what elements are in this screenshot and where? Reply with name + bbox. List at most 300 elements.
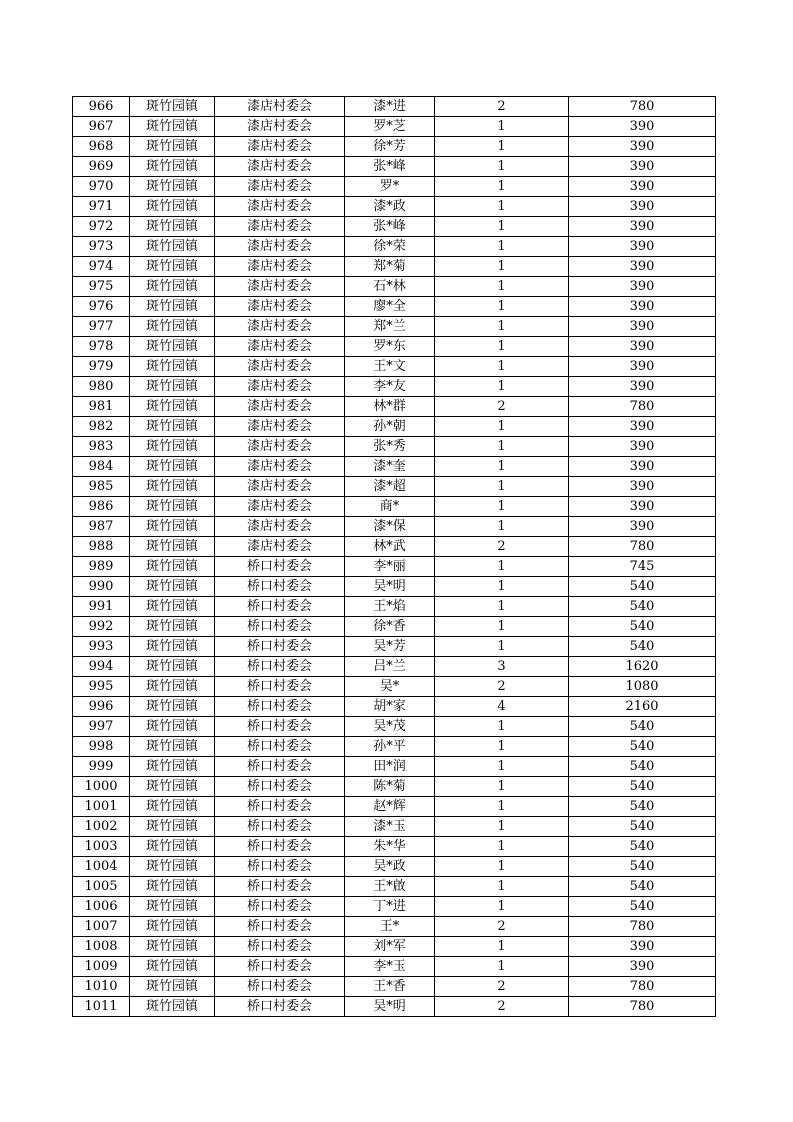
town-cell: 斑竹园镇 [130, 597, 215, 617]
village-committee-cell: 桥口村委会 [215, 977, 345, 997]
village-committee-cell: 漆店村委会 [215, 337, 345, 357]
town-cell: 斑竹园镇 [130, 717, 215, 737]
amount-cell: 780 [569, 977, 716, 997]
table-row [73, 797, 716, 817]
village-committee-cell: 桥口村委会 [215, 957, 345, 977]
amount-cell: 390 [569, 237, 716, 257]
amount-cell: 390 [569, 357, 716, 377]
town-cell: 斑竹园镇 [130, 897, 215, 917]
household-count-cell: 1 [435, 157, 569, 177]
row-number-cell: 982 [73, 417, 130, 437]
household-count-cell: 1 [435, 317, 569, 337]
row-number-cell: 972 [73, 217, 130, 237]
town-cell: 斑竹园镇 [130, 437, 215, 457]
village-committee-cell: 桥口村委会 [215, 557, 345, 577]
name-cell: 罗*东 [345, 337, 435, 357]
row-number-cell: 1002 [73, 817, 130, 837]
row-number-cell: 1001 [73, 797, 130, 817]
household-count-cell: 1 [435, 737, 569, 757]
table-row [73, 997, 716, 1017]
town-cell: 斑竹园镇 [130, 357, 215, 377]
village-committee-cell: 漆店村委会 [215, 157, 345, 177]
household-count-cell: 1 [435, 217, 569, 237]
village-committee-cell: 漆店村委会 [215, 377, 345, 397]
town-cell: 斑竹园镇 [130, 477, 215, 497]
town-cell: 斑竹园镇 [130, 797, 215, 817]
name-cell: 李*玉 [345, 957, 435, 977]
amount-cell: 540 [569, 737, 716, 757]
name-cell: 漆*奎 [345, 457, 435, 477]
town-cell: 斑竹园镇 [130, 257, 215, 277]
table-row [73, 257, 716, 277]
name-cell: 李*友 [345, 377, 435, 397]
table-row [73, 937, 716, 957]
table-row [73, 737, 716, 757]
table-row [73, 917, 716, 937]
name-cell: 漆*政 [345, 197, 435, 217]
town-cell: 斑竹园镇 [130, 537, 215, 557]
amount-cell: 780 [569, 97, 716, 117]
village-committee-cell: 漆店村委会 [215, 197, 345, 217]
table-row [73, 817, 716, 837]
household-count-cell: 1 [435, 837, 569, 857]
name-cell: 漆*保 [345, 517, 435, 537]
name-cell: 李*丽 [345, 557, 435, 577]
household-count-cell: 1 [435, 417, 569, 437]
row-number-cell: 985 [73, 477, 130, 497]
amount-cell: 2160 [569, 697, 716, 717]
amount-cell: 540 [569, 857, 716, 877]
row-number-cell: 993 [73, 637, 130, 657]
table-row [73, 657, 716, 677]
table-row [73, 377, 716, 397]
row-number-cell: 990 [73, 577, 130, 597]
table-row [73, 617, 716, 637]
household-count-cell: 1 [435, 817, 569, 837]
row-number-cell: 980 [73, 377, 130, 397]
amount-cell: 540 [569, 777, 716, 797]
town-cell: 斑竹园镇 [130, 837, 215, 857]
table-row [73, 577, 716, 597]
name-cell: 吴*政 [345, 857, 435, 877]
name-cell: 胡*家 [345, 697, 435, 717]
village-committee-cell: 漆店村委会 [215, 457, 345, 477]
village-committee-cell: 桥口村委会 [215, 857, 345, 877]
household-count-cell: 1 [435, 237, 569, 257]
town-cell: 斑竹园镇 [130, 657, 215, 677]
town-cell: 斑竹园镇 [130, 177, 215, 197]
table-row [73, 837, 716, 857]
amount-cell: 390 [569, 257, 716, 277]
town-cell: 斑竹园镇 [130, 377, 215, 397]
amount-cell: 390 [569, 177, 716, 197]
name-cell: 陈*菊 [345, 777, 435, 797]
village-committee-cell: 漆店村委会 [215, 237, 345, 257]
amount-cell: 540 [569, 797, 716, 817]
amount-cell: 780 [569, 917, 716, 937]
table-row [73, 897, 716, 917]
village-committee-cell: 桥口村委会 [215, 637, 345, 657]
household-count-cell: 2 [435, 397, 569, 417]
village-committee-cell: 漆店村委会 [215, 277, 345, 297]
row-number-cell: 978 [73, 337, 130, 357]
table-body [73, 97, 716, 1017]
name-cell: 商* [345, 497, 435, 517]
amount-cell: 1620 [569, 657, 716, 677]
row-number-cell: 973 [73, 237, 130, 257]
amount-cell: 390 [569, 377, 716, 397]
amount-cell: 390 [569, 337, 716, 357]
table-row [73, 437, 716, 457]
village-committee-cell: 桥口村委会 [215, 737, 345, 757]
household-count-cell: 1 [435, 617, 569, 637]
town-cell: 斑竹园镇 [130, 317, 215, 337]
table-row [73, 777, 716, 797]
row-number-cell: 987 [73, 517, 130, 537]
row-number-cell: 977 [73, 317, 130, 337]
row-number-cell: 999 [73, 757, 130, 777]
town-cell: 斑竹园镇 [130, 757, 215, 777]
name-cell: 漆*玉 [345, 817, 435, 837]
table-row [73, 277, 716, 297]
name-cell: 孙*平 [345, 737, 435, 757]
town-cell: 斑竹园镇 [130, 777, 215, 797]
row-number-cell: 1000 [73, 777, 130, 797]
town-cell: 斑竹园镇 [130, 397, 215, 417]
household-count-cell: 1 [435, 797, 569, 817]
row-number-cell: 992 [73, 617, 130, 637]
table-row [73, 477, 716, 497]
table-row [73, 397, 716, 417]
village-committee-cell: 桥口村委会 [215, 697, 345, 717]
household-count-cell: 2 [435, 97, 569, 117]
row-number-cell: 1008 [73, 937, 130, 957]
village-committee-cell: 桥口村委会 [215, 657, 345, 677]
name-cell: 吴*茂 [345, 717, 435, 737]
name-cell: 赵*辉 [345, 797, 435, 817]
amount-cell: 390 [569, 937, 716, 957]
household-count-cell: 1 [435, 437, 569, 457]
row-number-cell: 976 [73, 297, 130, 317]
table-row [73, 117, 716, 137]
name-cell: 罗*芝 [345, 117, 435, 137]
amount-cell: 390 [569, 297, 716, 317]
village-committee-cell: 漆店村委会 [215, 137, 345, 157]
row-number-cell: 989 [73, 557, 130, 577]
row-number-cell: 996 [73, 697, 130, 717]
village-committee-cell: 漆店村委会 [215, 357, 345, 377]
row-number-cell: 1007 [73, 917, 130, 937]
village-committee-cell: 漆店村委会 [215, 477, 345, 497]
amount-cell: 540 [569, 897, 716, 917]
name-cell: 刘*军 [345, 937, 435, 957]
village-committee-cell: 桥口村委会 [215, 917, 345, 937]
name-cell: 廖*全 [345, 297, 435, 317]
row-number-cell: 1003 [73, 837, 130, 857]
row-number-cell: 968 [73, 137, 130, 157]
name-cell: 王*焰 [345, 597, 435, 617]
village-committee-cell: 桥口村委会 [215, 797, 345, 817]
amount-cell: 540 [569, 617, 716, 637]
household-count-cell: 1 [435, 197, 569, 217]
table-row [73, 697, 716, 717]
amount-cell: 390 [569, 417, 716, 437]
household-count-cell: 1 [435, 297, 569, 317]
table-row [73, 957, 716, 977]
town-cell: 斑竹园镇 [130, 697, 215, 717]
town-cell: 斑竹园镇 [130, 997, 215, 1017]
household-count-cell: 1 [435, 897, 569, 917]
town-cell: 斑竹园镇 [130, 217, 215, 237]
name-cell: 孙*朝 [345, 417, 435, 437]
amount-cell: 780 [569, 397, 716, 417]
town-cell: 斑竹园镇 [130, 817, 215, 837]
town-cell: 斑竹园镇 [130, 237, 215, 257]
household-count-cell: 1 [435, 497, 569, 517]
table-row [73, 877, 716, 897]
name-cell: 吴*明 [345, 997, 435, 1017]
household-count-cell: 4 [435, 697, 569, 717]
table-row [73, 757, 716, 777]
town-cell: 斑竹园镇 [130, 457, 215, 477]
data-table [72, 96, 716, 1017]
town-cell: 斑竹园镇 [130, 337, 215, 357]
town-cell: 斑竹园镇 [130, 917, 215, 937]
table-row [73, 857, 716, 877]
name-cell: 徐*香 [345, 617, 435, 637]
name-cell: 吴* [345, 677, 435, 697]
table-row [73, 517, 716, 537]
row-number-cell: 1010 [73, 977, 130, 997]
amount-cell: 540 [569, 637, 716, 657]
table-row [73, 137, 716, 157]
row-number-cell: 974 [73, 257, 130, 277]
town-cell: 斑竹园镇 [130, 497, 215, 517]
household-count-cell: 1 [435, 597, 569, 617]
name-cell: 漆*超 [345, 477, 435, 497]
town-cell: 斑竹园镇 [130, 97, 215, 117]
household-count-cell: 1 [435, 337, 569, 357]
village-committee-cell: 漆店村委会 [215, 517, 345, 537]
household-count-cell: 1 [435, 857, 569, 877]
table-row [73, 677, 716, 697]
table-row [73, 977, 716, 997]
town-cell: 斑竹园镇 [130, 417, 215, 437]
household-count-cell: 1 [435, 117, 569, 137]
row-number-cell: 984 [73, 457, 130, 477]
village-committee-cell: 漆店村委会 [215, 177, 345, 197]
amount-cell: 390 [569, 217, 716, 237]
village-committee-cell: 桥口村委会 [215, 757, 345, 777]
row-number-cell: 1005 [73, 877, 130, 897]
village-committee-cell: 漆店村委会 [215, 437, 345, 457]
village-committee-cell: 漆店村委会 [215, 497, 345, 517]
village-committee-cell: 桥口村委会 [215, 617, 345, 637]
row-number-cell: 1006 [73, 897, 130, 917]
household-count-cell: 2 [435, 997, 569, 1017]
row-number-cell: 995 [73, 677, 130, 697]
name-cell: 丁*进 [345, 897, 435, 917]
town-cell: 斑竹园镇 [130, 977, 215, 997]
amount-cell: 540 [569, 757, 716, 777]
amount-cell: 390 [569, 117, 716, 137]
amount-cell: 390 [569, 517, 716, 537]
row-number-cell: 991 [73, 597, 130, 617]
household-count-cell: 1 [435, 257, 569, 277]
town-cell: 斑竹园镇 [130, 277, 215, 297]
row-number-cell: 966 [73, 97, 130, 117]
row-number-cell: 1011 [73, 997, 130, 1017]
village-committee-cell: 漆店村委会 [215, 217, 345, 237]
table-row [73, 637, 716, 657]
amount-cell: 390 [569, 457, 716, 477]
village-committee-cell: 漆店村委会 [215, 97, 345, 117]
town-cell: 斑竹园镇 [130, 737, 215, 757]
row-number-cell: 981 [73, 397, 130, 417]
village-committee-cell: 漆店村委会 [215, 397, 345, 417]
town-cell: 斑竹园镇 [130, 857, 215, 877]
table-row [73, 557, 716, 577]
town-cell: 斑竹园镇 [130, 877, 215, 897]
amount-cell: 540 [569, 577, 716, 597]
amount-cell: 390 [569, 317, 716, 337]
row-number-cell: 1009 [73, 957, 130, 977]
row-number-cell: 975 [73, 277, 130, 297]
household-count-cell: 1 [435, 477, 569, 497]
village-committee-cell: 漆店村委会 [215, 317, 345, 337]
table-row [73, 177, 716, 197]
table-row [73, 297, 716, 317]
village-committee-cell: 漆店村委会 [215, 117, 345, 137]
table-row [73, 717, 716, 737]
household-count-cell: 3 [435, 657, 569, 677]
village-committee-cell: 桥口村委会 [215, 677, 345, 697]
household-count-cell: 1 [435, 457, 569, 477]
town-cell: 斑竹园镇 [130, 297, 215, 317]
amount-cell: 540 [569, 717, 716, 737]
name-cell: 林*武 [345, 537, 435, 557]
town-cell: 斑竹园镇 [130, 137, 215, 157]
household-count-cell: 2 [435, 977, 569, 997]
village-committee-cell: 桥口村委会 [215, 997, 345, 1017]
row-number-cell: 969 [73, 157, 130, 177]
row-number-cell: 979 [73, 357, 130, 377]
amount-cell: 780 [569, 537, 716, 557]
town-cell: 斑竹园镇 [130, 117, 215, 137]
table-row [73, 417, 716, 437]
town-cell: 斑竹园镇 [130, 577, 215, 597]
name-cell: 漆*进 [345, 97, 435, 117]
row-number-cell: 967 [73, 117, 130, 137]
amount-cell: 540 [569, 837, 716, 857]
amount-cell: 745 [569, 557, 716, 577]
amount-cell: 540 [569, 597, 716, 617]
town-cell: 斑竹园镇 [130, 637, 215, 657]
name-cell: 张*峰 [345, 157, 435, 177]
amount-cell: 390 [569, 497, 716, 517]
row-number-cell: 988 [73, 537, 130, 557]
table-row [73, 217, 716, 237]
household-count-cell: 1 [435, 717, 569, 737]
village-committee-cell: 桥口村委会 [215, 877, 345, 897]
name-cell: 林*群 [345, 397, 435, 417]
household-count-cell: 1 [435, 137, 569, 157]
name-cell: 吕*兰 [345, 657, 435, 677]
amount-cell: 390 [569, 157, 716, 177]
amount-cell: 390 [569, 477, 716, 497]
village-committee-cell: 漆店村委会 [215, 537, 345, 557]
town-cell: 斑竹园镇 [130, 517, 215, 537]
village-committee-cell: 漆店村委会 [215, 257, 345, 277]
household-count-cell: 1 [435, 877, 569, 897]
village-committee-cell: 桥口村委会 [215, 597, 345, 617]
row-number-cell: 1004 [73, 857, 130, 877]
row-number-cell: 998 [73, 737, 130, 757]
row-number-cell: 994 [73, 657, 130, 677]
table-row [73, 197, 716, 217]
name-cell: 王* [345, 917, 435, 937]
row-number-cell: 986 [73, 497, 130, 517]
name-cell: 张*峰 [345, 217, 435, 237]
village-committee-cell: 桥口村委会 [215, 717, 345, 737]
amount-cell: 390 [569, 277, 716, 297]
amount-cell: 1080 [569, 677, 716, 697]
amount-cell: 780 [569, 997, 716, 1017]
household-count-cell: 1 [435, 357, 569, 377]
town-cell: 斑竹园镇 [130, 197, 215, 217]
town-cell: 斑竹园镇 [130, 557, 215, 577]
household-count-cell: 2 [435, 917, 569, 937]
household-count-cell: 1 [435, 177, 569, 197]
name-cell: 张*秀 [345, 437, 435, 457]
town-cell: 斑竹园镇 [130, 677, 215, 697]
household-count-cell: 1 [435, 937, 569, 957]
village-committee-cell: 桥口村委会 [215, 577, 345, 597]
household-count-cell: 2 [435, 537, 569, 557]
village-committee-cell: 桥口村委会 [215, 897, 345, 917]
name-cell: 王*文 [345, 357, 435, 377]
name-cell: 王*香 [345, 977, 435, 997]
household-count-cell: 1 [435, 517, 569, 537]
table-row [73, 97, 716, 117]
amount-cell: 540 [569, 877, 716, 897]
household-count-cell: 1 [435, 277, 569, 297]
row-number-cell: 970 [73, 177, 130, 197]
table-row [73, 357, 716, 377]
amount-cell: 390 [569, 437, 716, 457]
name-cell: 徐*荣 [345, 237, 435, 257]
household-count-cell: 1 [435, 377, 569, 397]
town-cell: 斑竹园镇 [130, 957, 215, 977]
household-count-cell: 1 [435, 757, 569, 777]
name-cell: 徐*芳 [345, 137, 435, 157]
name-cell: 田*润 [345, 757, 435, 777]
town-cell: 斑竹园镇 [130, 617, 215, 637]
name-cell: 吴*芳 [345, 637, 435, 657]
name-cell: 吴*明 [345, 577, 435, 597]
name-cell: 石*林 [345, 277, 435, 297]
table-row [73, 497, 716, 517]
table-row [73, 597, 716, 617]
row-number-cell: 971 [73, 197, 130, 217]
table-row [73, 317, 716, 337]
village-committee-cell: 桥口村委会 [215, 817, 345, 837]
row-number-cell: 983 [73, 437, 130, 457]
town-cell: 斑竹园镇 [130, 937, 215, 957]
household-count-cell: 2 [435, 677, 569, 697]
name-cell: 朱*华 [345, 837, 435, 857]
table-row [73, 157, 716, 177]
